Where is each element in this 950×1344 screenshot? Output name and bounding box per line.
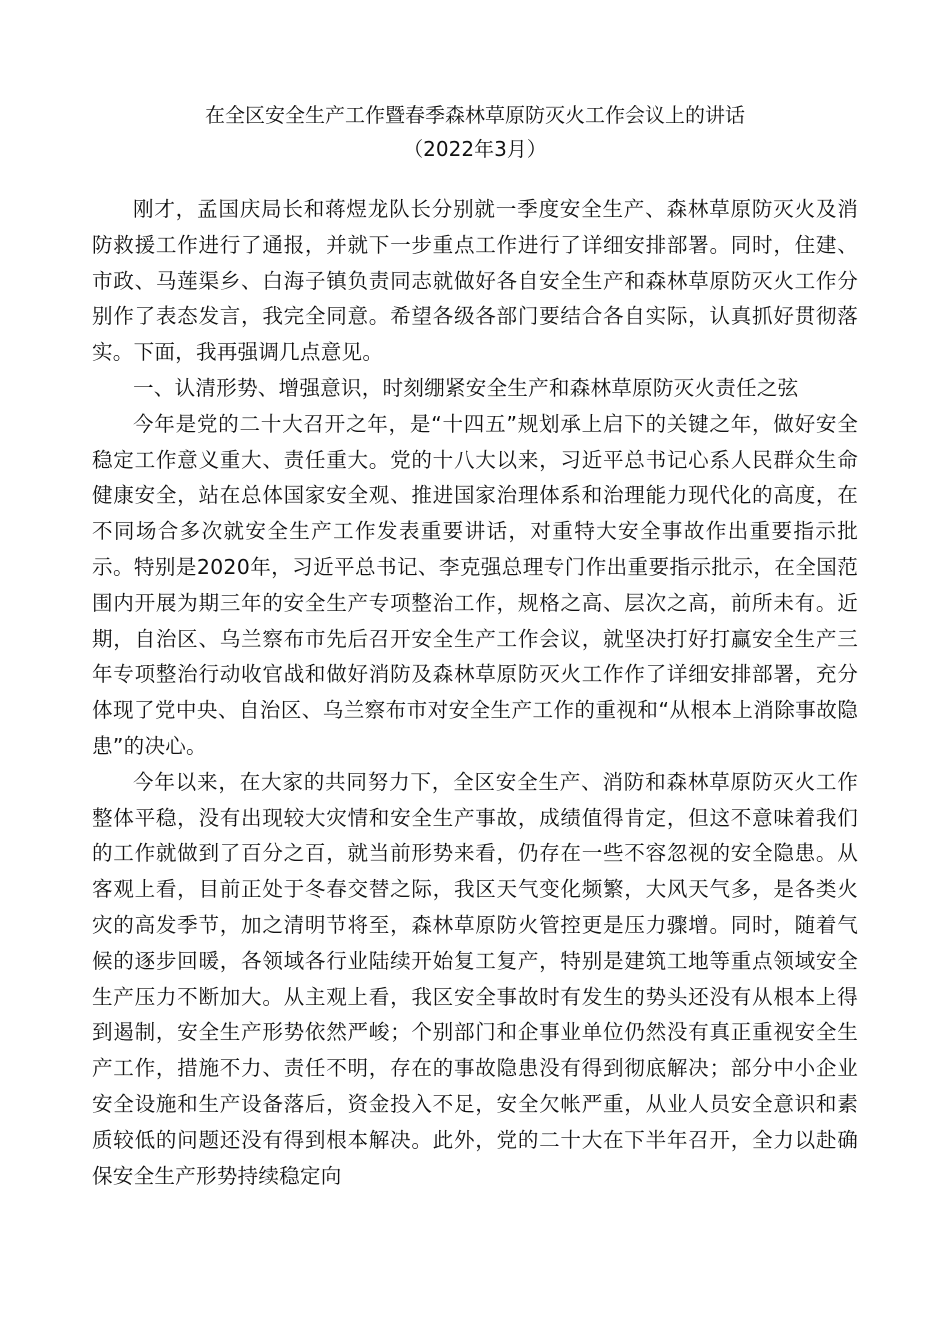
document-title: 在全区安全生产工作暨春季森林草原防灭火工作会议上的讲话 xyxy=(205,103,745,127)
paragraph-opening: 刚才，孟国庆局长和蒋煜龙队长分别就一季度安全生产、森林草原防灭火及消防救援工作进行了通报，并就下一步重点工作进行了详细安排部署。同时，住建、市政、马莲渠乡、白海子镇负责同志就做好各自安全生产和森林草原防灭火工作分别作了表态发言，我完全同意。希望各级各部门要结合各自实际，认真抓好贯彻落实。下面，我再强调几点意见。 xyxy=(92,197,858,365)
section-heading-1: 一、认清形势、增强意识，时刻绷紧安全生产和森林草原防灭火责任之弦 xyxy=(133,375,799,400)
document-date: （2022年3月） xyxy=(403,137,547,161)
paragraph-situation: 今年是党的二十大召开之年，是“十四五”规划承上启下的关键之年，做好安全稳定工作意义重大、责任重大。党的十八大以来，习近平总书记心系人民群众生命健康安全，站在总体国家安全观、推进国家治理体系和治理能力现代化的高度，在不同场合多次就安全生产工作发表重要讲话，对重特大安全事故作出重要指示批示。特别是2020年，习近平总书记、李克强总理专门作出重要指示批示，在全国范围内开展为期三年的安全生产专项整治工作，规格之高、层次之高，前所未有。近期，自治区、乌兰察布市先后召开安全生产工作会议，就坚决打好打赢安全生产三年专项整治行动收官战和做好消防及森林草原防灭火工作作了详细安排部署，充分体现了党中央、自治区、乌兰察布市对安全生产工作的重视和“从根本上消除事故隐患”的决心。 xyxy=(92,411,858,758)
paragraph-current-risks: 今年以来，在大家的共同努力下，全区安全生产、消防和森林草原防灭火工作整体平稳，没有出现较大灾情和安全生产事故，成绩值得肯定，但这不意味着我们的工作就做到了百分之百，就当前形势来看，仍存在一些不容忽视的安全隐患。从客观上看，目前正处于冬春交替之际，我区天气变化频繁，大风天气多，是各类火灾的高发季节，加之清明节将至，森林草原防火管控更是压力骤增。同时，随着气候的逐步回暖，各领域各行业陆续开始复工复产，特别是建筑工地等重点领域安全生产压力不断加大。从主观上看，我区安全事故时有发生的势头还没有从根本上得到遏制，安全生产形势依然严峻；个别部门和企事业单位仍然没有真正重视安全生产工作，措施不力、责任不明，存在的事故隐患没有得到彻底解决；部分中小企业安全设施和生产设备落后，资金投入不足，安全欠帐严重，从业人员安全意识和素质较低的问题还没有得到根本解决。此外，党的二十大在下半年召开，全力以赴确保安全生产形势持续稳定向 xyxy=(92,769,858,1188)
document-page xyxy=(92,98,858,1194)
